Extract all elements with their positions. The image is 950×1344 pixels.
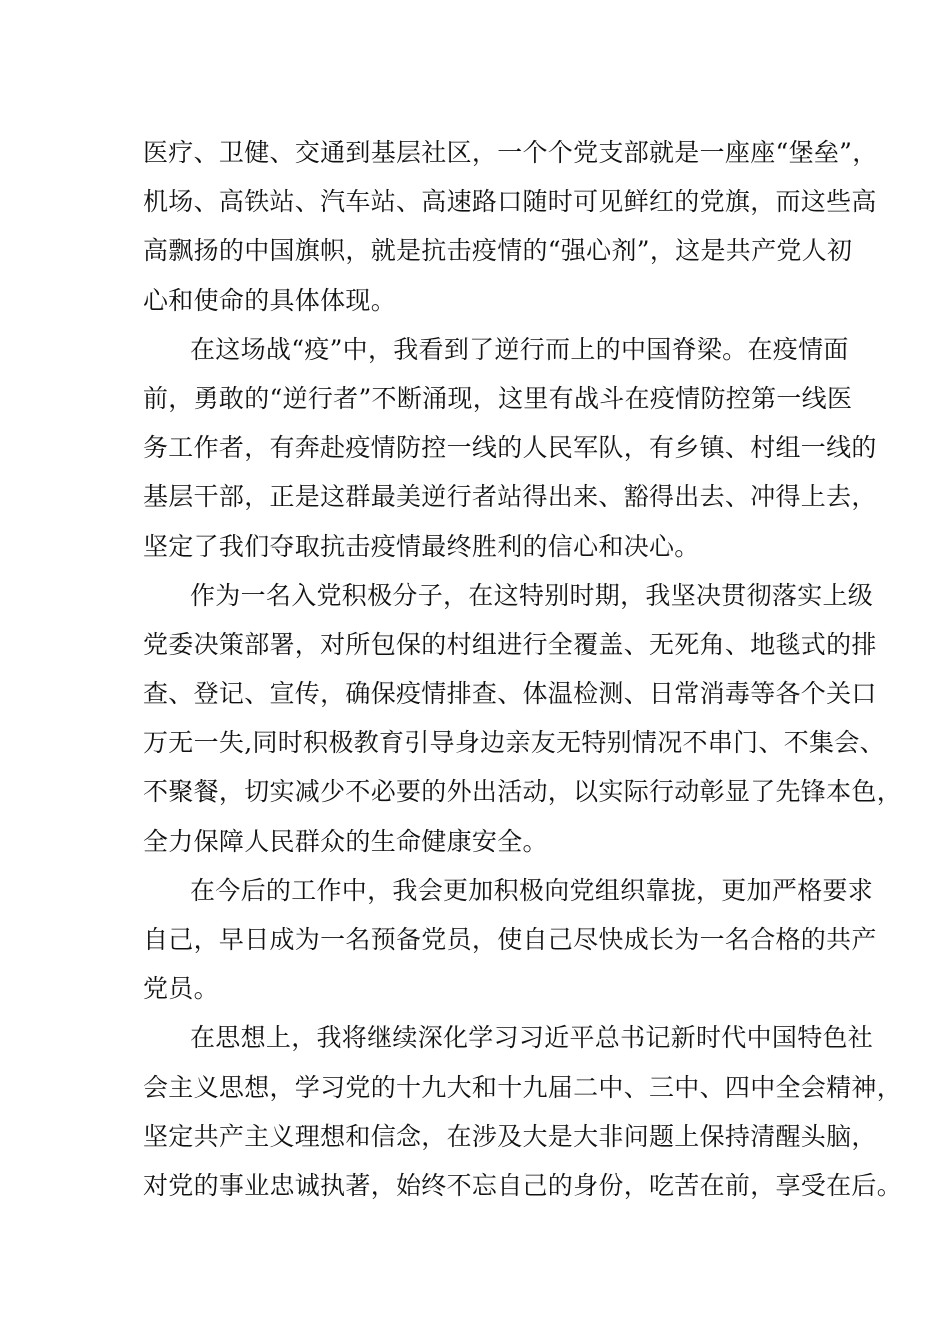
paragraph-start-line: 在思想上，我将继续深化学习习近平总书记新时代中国特色社 (190, 1023, 874, 1053)
text-line: 党委决策部署，对所包保的村组进行全覆盖、无死角、地毯式的排 (143, 629, 877, 659)
text-line: 对党的事业忠诚执著，始终不忘自己的身份，吃苦在前，享受在后。 (143, 1170, 903, 1200)
text-line: 自己，早日成为一名预备党员，使自己尽快成长为一名合格的共产 (143, 925, 877, 954)
text-line: 不聚餐，切实减少不必要的外出活动，以实际行动彰显了先锋本色， (143, 777, 903, 807)
text-line: 前，勇敢的“逆行者”不断涌现，这里有战斗在疫情防控第一线医 (143, 383, 853, 413)
paragraph-start-line: 在今后的工作中，我会更加积极向党组织靠拢，更加严格要求 (190, 875, 874, 905)
text-line: 务工作者，有奔赴疫情防控一线的人民军队，有乡镇、村组一线的 (143, 433, 877, 463)
text-line: 心和使命的具体体现。 (143, 285, 397, 315)
text-line: 万无一失,同时积极教育引导身边亲友无特别情况不串门、不集会、 (143, 728, 885, 758)
text-line: 坚定了我们夺取抗击疫情最终胜利的信心和决心。 (143, 531, 700, 561)
text-line: 机场、高铁站、汽车站、高速路口随时可见鲜红的党旗，而这些高 (143, 187, 877, 217)
document-body (143, 128, 903, 1210)
paragraph-start-line: 作为一名入党积极分子，在这特别时期，我坚决贯彻落实上级 (190, 580, 874, 610)
text-line: 党员。 (143, 974, 219, 1004)
text-line: 全力保障人民群众的生命健康安全。 (143, 826, 548, 856)
text-line: 基层干部，正是这群最美逆行者站得出来、豁得出去、冲得上去， (143, 482, 877, 512)
text-line: 医疗、卫健、交通到基层社区，一个个党支部就是一座座“堡垒”， (143, 138, 878, 167)
text-line: 查、登记、宣传，确保疫情排查、体温检测、日常消毒等各个关口 (143, 679, 877, 709)
text-line: 坚定共产主义理想和信念，在涉及大是大非问题上保持清醒头脑， (143, 1121, 877, 1151)
paragraph-start-line: 在这场战“疫”中，我看到了逆行而上的中国脊梁。在疫情面 (190, 334, 849, 364)
text-line: 高飘扬的中国旗帜，就是抗击疫情的“强心剂”，这是共产党人初 (143, 236, 853, 266)
text-line: 会主义思想，学习党的十九大和十九届二中、三中、四中全会精神， (143, 1072, 903, 1102)
